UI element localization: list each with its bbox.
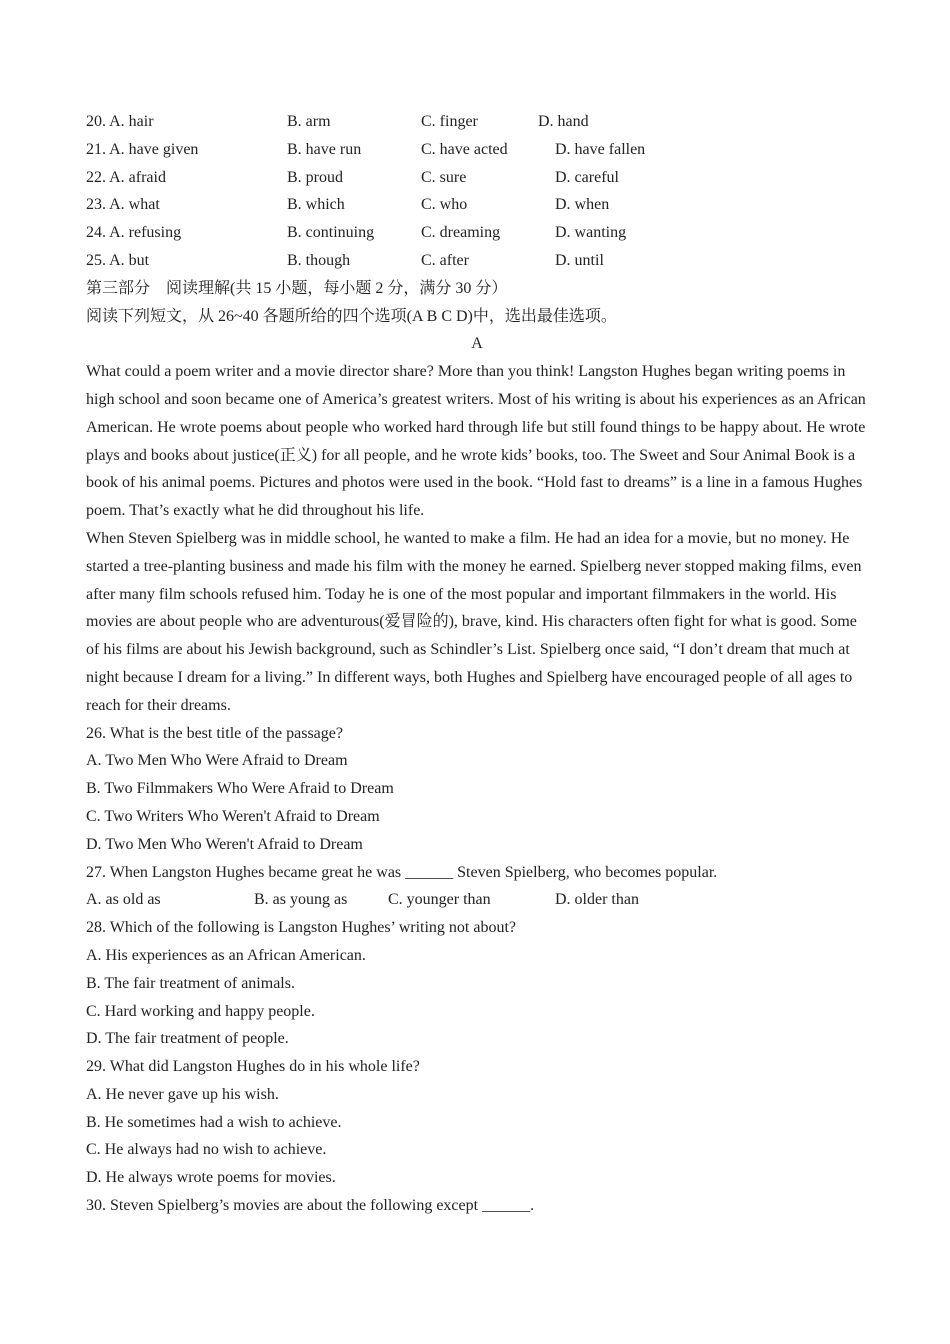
option-a: 21. A. have given bbox=[86, 140, 199, 158]
question-28-option-d: D. The fair treatment of people. bbox=[86, 1030, 289, 1048]
cloze-row-25 bbox=[86, 247, 868, 275]
passage-label: A bbox=[471, 335, 483, 353]
exam-page bbox=[86, 108, 868, 1220]
question-26-stem: 26. What is the best title of the passage? bbox=[86, 724, 343, 742]
option-d: D. when bbox=[555, 196, 610, 214]
option-b: B. continuing bbox=[287, 224, 375, 242]
question-26-option-c: C. Two Writers Who Weren't Afraid to Dream bbox=[86, 807, 380, 825]
option-b: B. have run bbox=[287, 140, 362, 158]
cloze-row-23 bbox=[86, 191, 868, 219]
option-a: 22. A. afraid bbox=[86, 168, 166, 186]
question-27-stem: 27. When Langston Hughes became great he was ______ Steven Spielberg, who becomes popular. bbox=[86, 863, 718, 881]
question-28-stem: 28. Which of the following is Langston Hughes’ writing not about? bbox=[86, 919, 517, 937]
passage-paragraph-2: When Steven Spielberg was in middle school, he wanted to make a film. He had an idea for a movie, but no money. He started a tree-planting business and made his film with the money he earned. Spielberg never stopped making films, even after many film schools refused him. Today he is one of the most popular and important filmmakers in the world. His movies are about people who are adventurous(爱冒险的), brave, kind. His characters often fight for what is good. Some of his films are about his Jewish background, such as Schindler’s List. Spielberg once said, “I don’t dream that much at night because I dream for a living.” In different ways, both Hughes and Spielberg have encouraged people of all ages to reach for their dreams. bbox=[86, 529, 862, 714]
option-d: D. have fallen bbox=[555, 140, 646, 158]
question-29-option-d: D. He always wrote poems for movies. bbox=[86, 1169, 336, 1187]
question-29-option-b: B. He sometimes had a wish to achieve. bbox=[86, 1113, 342, 1131]
option-c: C. dreaming bbox=[421, 224, 501, 242]
question-27-option-a: A. as old as bbox=[86, 891, 161, 909]
option-b: B. proud bbox=[287, 168, 343, 186]
question-30-stem: 30. Steven Spielberg’s movies are about the following except ______. bbox=[86, 1197, 535, 1215]
section-instruction: 阅读下列短文，从 26~40 各题所给的四个选项(A B C D)中，选出最佳选项。 bbox=[86, 307, 617, 325]
option-a: 20. A. hair bbox=[86, 113, 154, 130]
question-26-option-a: A. Two Men Who Were Afraid to Dream bbox=[86, 752, 348, 770]
question-29-stem: 29. What did Langston Hughes do in his whole life? bbox=[86, 1058, 420, 1076]
option-d: D. careful bbox=[555, 168, 619, 186]
cloze-row-21 bbox=[86, 136, 868, 164]
question-26-option-b: B. Two Filmmakers Who Were Afraid to Dream bbox=[86, 780, 394, 798]
cloze-row-20 bbox=[86, 108, 868, 136]
question-29-option-c: C. He always had no wish to achieve. bbox=[86, 1141, 327, 1159]
question-27-option-d: D. older than bbox=[555, 891, 639, 909]
question-28-option-c: C. Hard working and happy people. bbox=[86, 1002, 315, 1020]
option-a: 25. A. but bbox=[86, 251, 150, 269]
option-b: B. which bbox=[287, 196, 345, 214]
question-27-option-c: C. younger than bbox=[388, 891, 491, 909]
section-heading: 第三部分 阅读理解(共 15 小题，每小题 2 分，满分 30 分） bbox=[86, 279, 508, 297]
cloze-row-22 bbox=[86, 164, 868, 192]
question-27-option-b: B. as young as bbox=[254, 891, 348, 909]
passage-paragraph-1: What could a poem writer and a movie director share? More than you think! Langston Hughes began writing poems in high school and soon became one of America’s greatest writers. Most of his writing is about his experiences as an African American. He wrote poems about people who worked hard through life but still found things to be happy about. He wrote plays and books about justice(正义) for all people, and he wrote kids’ books, too. The Sweet and Sour Animal Book is a book of his animal poems. Pictures and photos were used in the book. “Hold fast to dreams” is a line in a famous Hughes poem. That’s exactly what he did throughout his life. bbox=[86, 363, 866, 520]
option-d: D. until bbox=[555, 251, 604, 269]
option-c: C. who bbox=[421, 196, 468, 214]
question-28-option-b: B. The fair treatment of animals. bbox=[86, 974, 295, 992]
option-b: B. arm bbox=[287, 113, 331, 130]
option-a: 23. A. what bbox=[86, 196, 160, 214]
option-c: C. finger bbox=[421, 113, 478, 130]
option-d: D. hand bbox=[538, 113, 589, 130]
option-c: C. after bbox=[421, 251, 469, 269]
question-29-option-a: A. He never gave up his wish. bbox=[86, 1085, 279, 1103]
option-a: 24. A. refusing bbox=[86, 224, 182, 242]
option-c: C. have acted bbox=[421, 140, 508, 158]
option-c: C. sure bbox=[421, 168, 467, 186]
cloze-row-24 bbox=[86, 219, 868, 247]
option-b: B. though bbox=[287, 251, 351, 269]
option-d: D. wanting bbox=[555, 224, 627, 242]
question-26-option-d: D. Two Men Who Weren't Afraid to Dream bbox=[86, 835, 363, 853]
question-27-options bbox=[86, 886, 868, 914]
question-28-option-a: A. His experiences as an African American. bbox=[86, 946, 366, 964]
